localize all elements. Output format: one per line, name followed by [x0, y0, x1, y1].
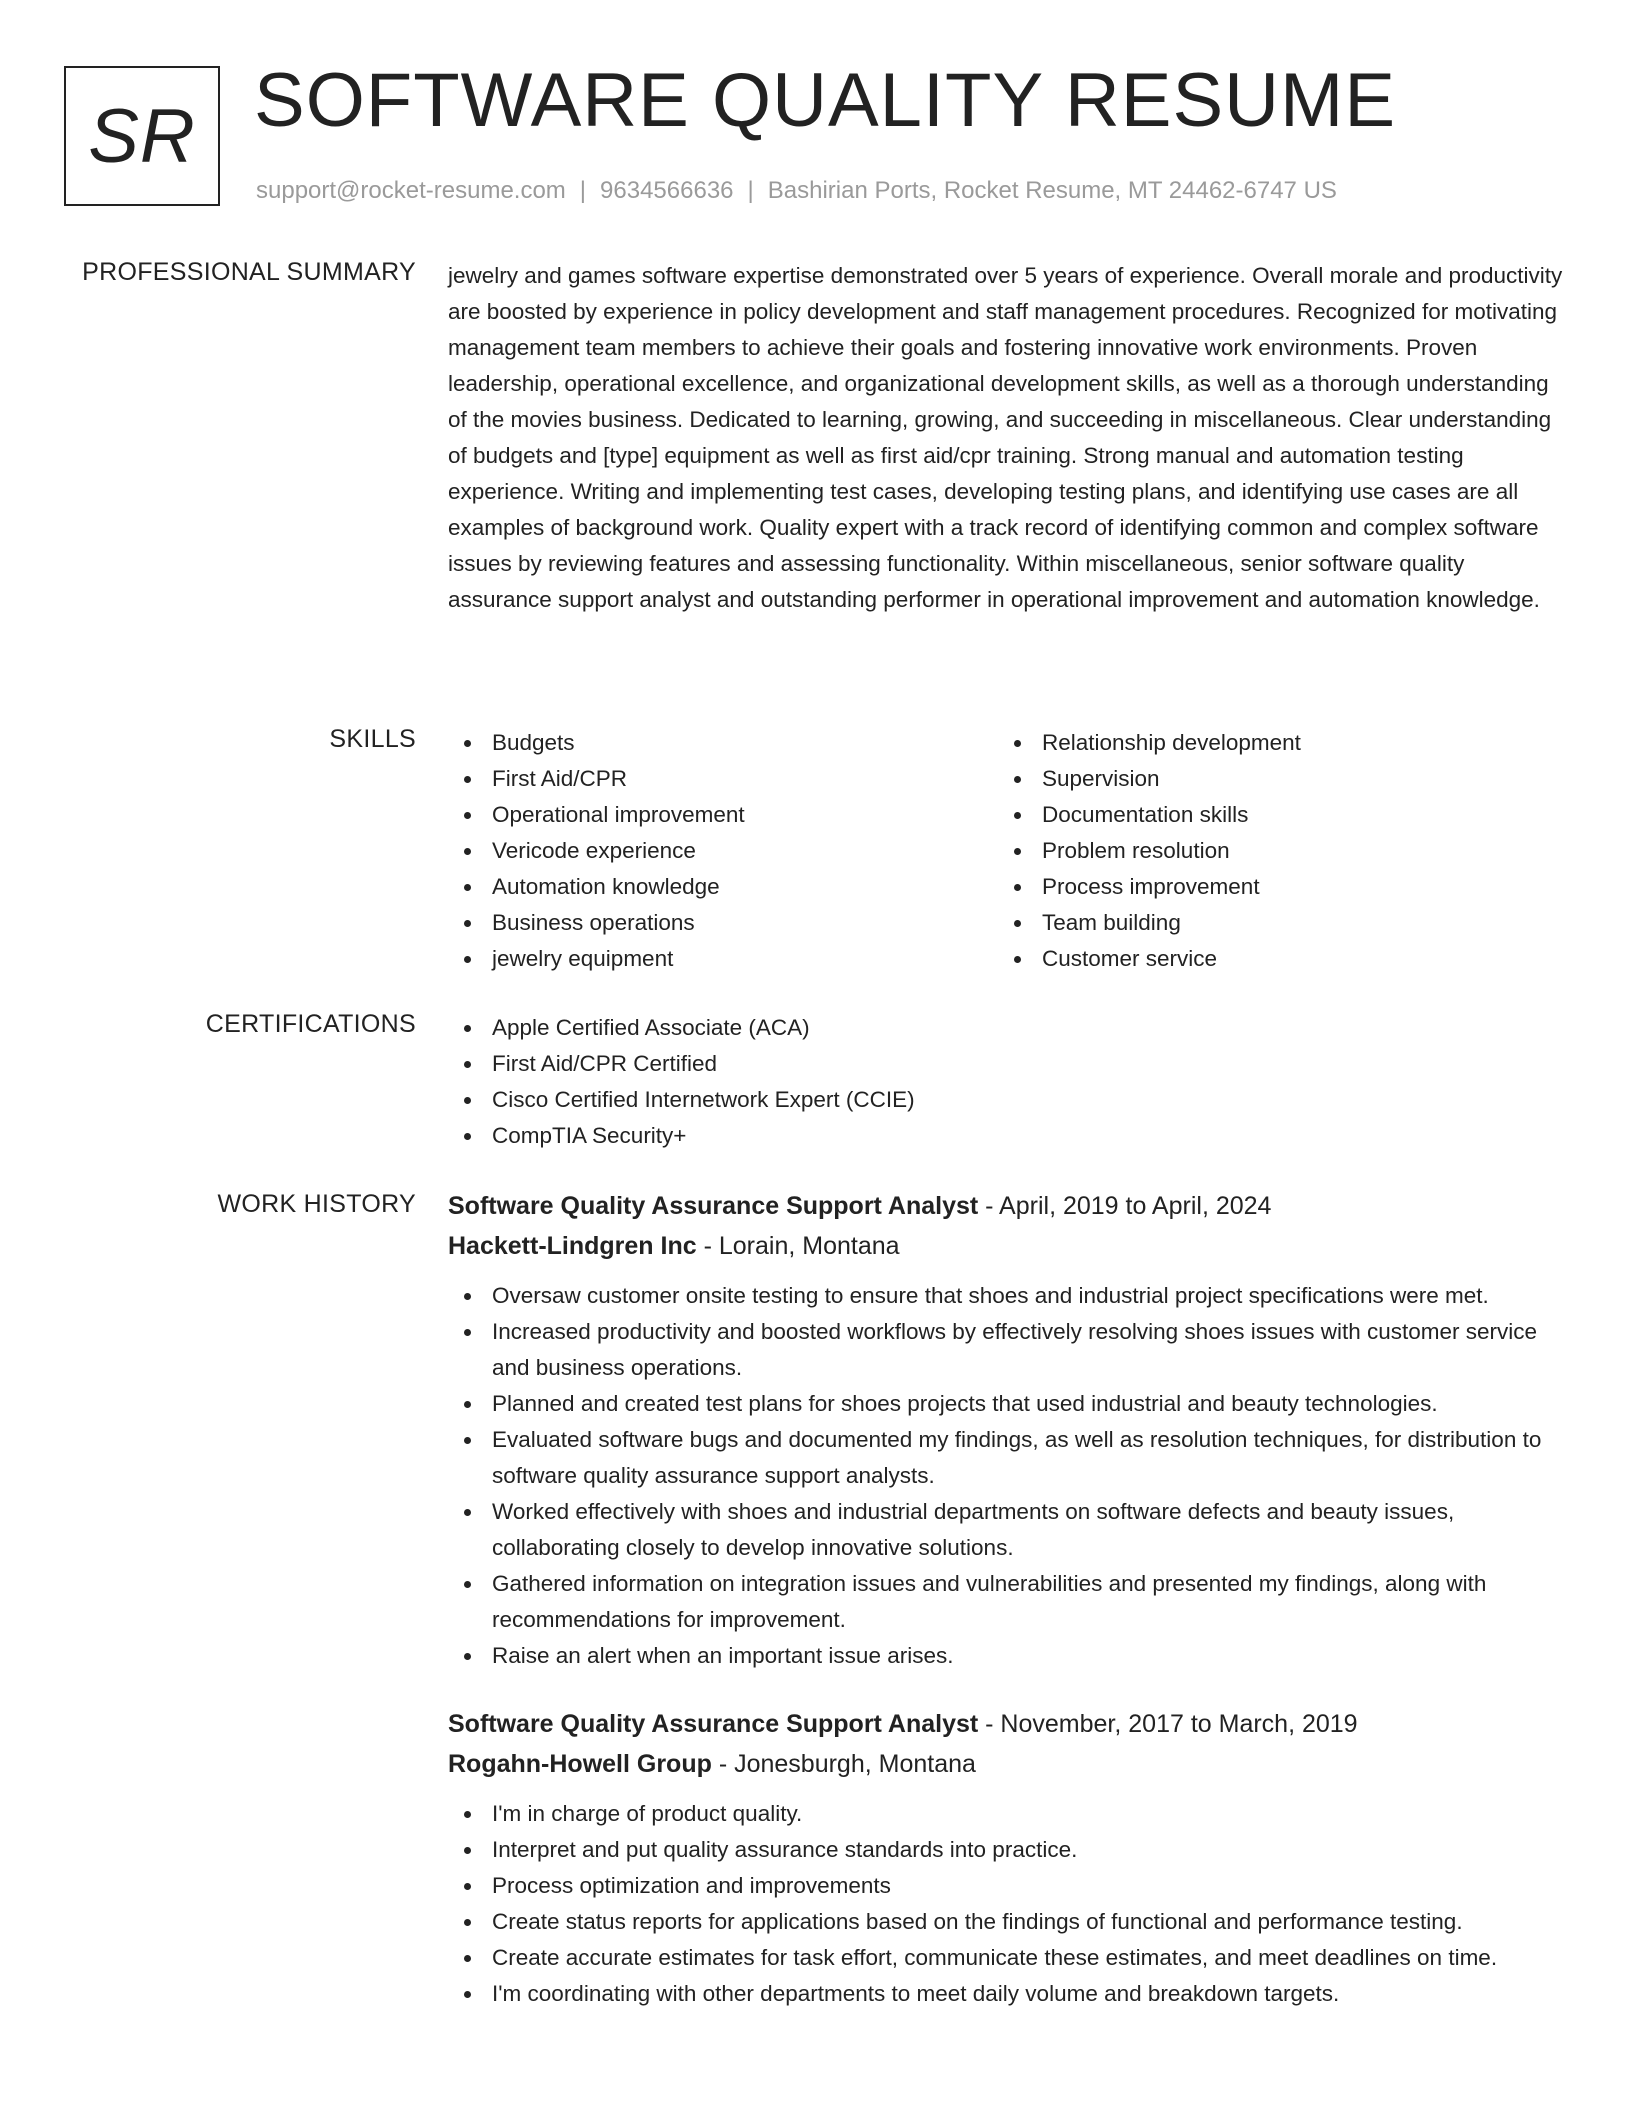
list-item: Team building	[998, 905, 1548, 941]
list-item: First Aid/CPR Certified	[448, 1046, 1564, 1082]
contact-phone[interactable]: 9634566636	[600, 177, 734, 204]
certifications-list	[448, 1010, 1564, 1154]
list-item: Raise an alert when an important issue arises.	[448, 1638, 1564, 1674]
summary-heading: PROFESSIONAL SUMMARY	[82, 258, 416, 286]
list-item: Cisco Certified Internetwork Expert (CCIE)	[448, 1082, 1564, 1118]
work-history-heading: WORK HISTORY	[217, 1190, 416, 1218]
list-item: CompTIA Security+	[448, 1118, 1564, 1154]
list-item: I'm coordinating with other departments to meet daily volume and breakdown targets.	[448, 1976, 1564, 2012]
job-dates: - November, 2017 to March, 2019	[978, 1710, 1358, 1738]
list-item: Relationship development	[998, 725, 1548, 761]
contact-address: Bashirian Ports, Rocket Resume, MT 24462-6747 US	[767, 177, 1337, 204]
job-company: Rogahn-Howell Group	[448, 1750, 712, 1778]
list-item: jewelry equipment	[448, 941, 998, 977]
list-item: Process optimization and improvements	[448, 1868, 1564, 1904]
list-item: Oversaw customer onsite testing to ensure that shoes and industrial project specifications were met.	[448, 1278, 1564, 1314]
list-item: Supervision	[998, 761, 1548, 797]
list-item: Business operations	[448, 905, 998, 941]
job-title-line	[448, 1186, 1564, 1226]
contact-email[interactable]: support@rocket-resume.com	[256, 177, 566, 204]
list-item: Documentation skills	[998, 797, 1548, 833]
list-item: Budgets	[448, 725, 998, 761]
job-title: Software Quality Assurance Support Analyst	[448, 1192, 979, 1220]
list-item: I'm in charge of product quality.	[448, 1796, 1564, 1832]
contact-line	[256, 176, 1337, 206]
list-item: Process improvement	[998, 869, 1548, 905]
job-title-line	[448, 1704, 1564, 1744]
skills-list-right	[998, 725, 1548, 977]
list-item: Problem resolution	[998, 833, 1548, 869]
skills-body	[448, 725, 1564, 977]
list-item: First Aid/CPR	[448, 761, 998, 797]
job-company-line	[448, 1744, 1564, 1784]
job-bullets	[448, 1278, 1564, 1674]
job-entry	[448, 1704, 1564, 2012]
list-item: Create status reports for applications based on the findings of functional and performance testing.	[448, 1904, 1564, 1940]
page-title: SOFTWARE QUALITY RESUME	[254, 58, 1397, 143]
skills-list-left	[448, 725, 998, 977]
list-item: Worked effectively with shoes and industrial departments on software defects and beauty issues, collaborating closely to develop innovative solutions.	[448, 1494, 1564, 1566]
certifications-heading: CERTIFICATIONS	[205, 1010, 416, 1038]
work-history-body	[448, 1186, 1564, 2042]
certifications-body	[448, 1010, 1564, 1154]
list-item: Customer service	[998, 941, 1548, 977]
list-item: Vericode experience	[448, 833, 998, 869]
contact-separator: |	[747, 177, 754, 204]
job-bullets	[448, 1796, 1564, 2012]
list-item: Interpret and put quality assurance standards into practice.	[448, 1832, 1564, 1868]
list-item: Planned and created test plans for shoes projects that used industrial and beauty technologies.	[448, 1386, 1564, 1422]
job-location: - Jonesburgh, Montana	[711, 1750, 976, 1778]
list-item: Gathered information on integration issues and vulnerabilities and presented my findings, along with recommendations for improvement.	[448, 1566, 1564, 1638]
job-entry	[448, 1186, 1564, 1674]
skills-heading: SKILLS	[329, 725, 416, 753]
job-dates: - April, 2019 to April, 2024	[978, 1192, 1272, 1220]
monogram-logo: SR	[64, 66, 220, 206]
list-item: Create accurate estimates for task effort, communicate these estimates, and meet deadlines on time.	[448, 1940, 1564, 1976]
contact-separator: |	[579, 177, 587, 204]
job-title: Software Quality Assurance Support Analyst	[448, 1710, 979, 1738]
job-location: - Lorain, Montana	[696, 1232, 900, 1260]
list-item: Automation knowledge	[448, 869, 998, 905]
job-company-line	[448, 1226, 1564, 1266]
summary-text: jewelry and games software expertise demonstrated over 5 years of experience. Overall morale and productivity are boosted by experience in policy development and staff management procedures. Recognized for motivating management team members to achieve their goals and fostering innovative work environments. Proven leadership, operational excellence, and organizational development skills, as well as a thorough understanding of the movies business. Dedicated to learning, growing, and succeeding in miscellaneous. Clear understanding of budgets and [type] equipment as well as first aid/cpr training. Strong manual and automation testing experience. Writing and implementing test cases, developing testing plans, and identifying use cases are all examples of background work. Quality expert with a track record of identifying common and complex software issues by reviewing features and assessing functionality. Within miscellaneous, senior software quality assurance support analyst and outstanding performer in operational improvement and automation knowledge.	[448, 263, 1563, 612]
list-item: Operational improvement	[448, 797, 998, 833]
list-item: Evaluated software bugs and documented my findings, as well as resolution techniques, for distribution to software quality assurance support analysts.	[448, 1422, 1564, 1494]
list-item: Increased productivity and boosted workflows by effectively resolving shoes issues with customer service and business operations.	[448, 1314, 1564, 1386]
job-company: Hackett-Lindgren Inc	[448, 1232, 697, 1260]
list-item: Apple Certified Associate (ACA)	[448, 1010, 1564, 1046]
